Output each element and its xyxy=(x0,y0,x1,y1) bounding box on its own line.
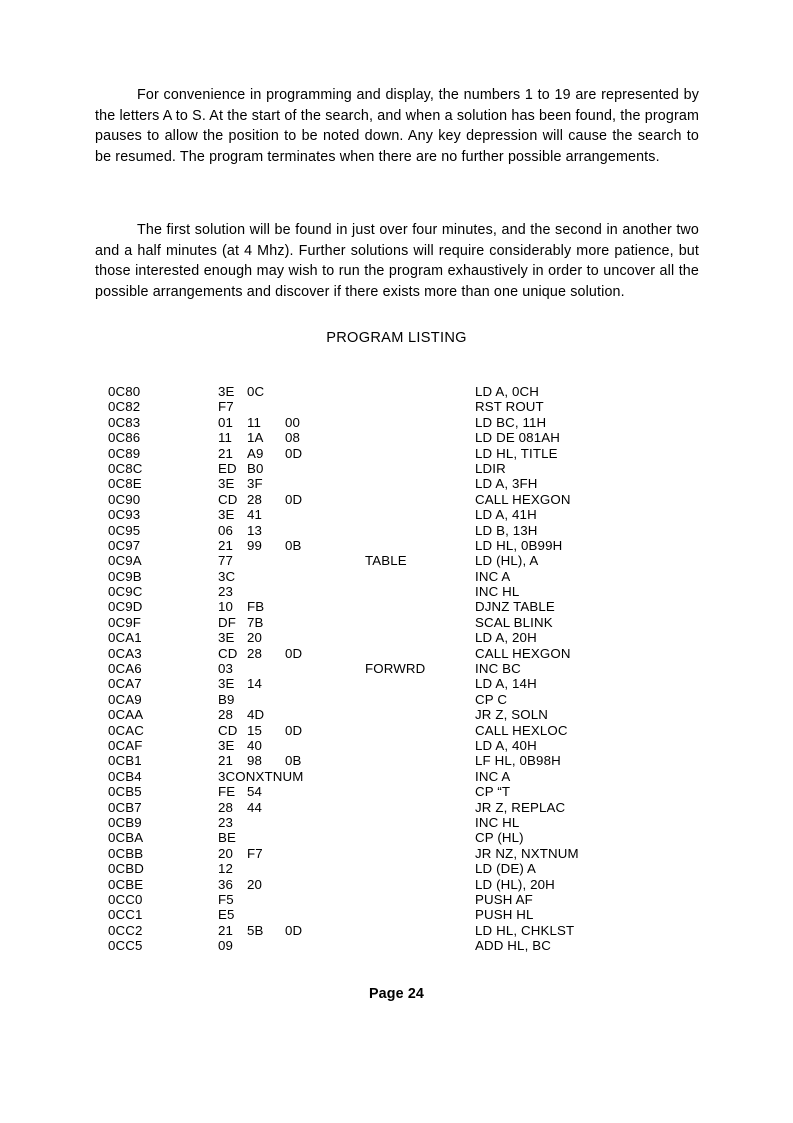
listing-opcode-byte: FB xyxy=(247,599,265,615)
listing-mnemonic: LD HL, 0B99H xyxy=(475,537,563,553)
listing-mnemonic: JR Z, SOLN xyxy=(475,707,548,723)
listing-opcode-byte: 0D xyxy=(285,445,303,461)
listing-address: 0CB1 xyxy=(108,753,142,769)
listing-address: 0CAF xyxy=(108,737,143,753)
listing-opcode-byte: 0D xyxy=(285,722,303,738)
listing-row xyxy=(95,892,715,907)
listing-row xyxy=(95,830,715,845)
listing-opcode-byte: DF xyxy=(218,614,236,630)
listing-row xyxy=(95,938,715,953)
listing-opcode-byte: CD xyxy=(218,645,238,661)
listing-address: 0CA1 xyxy=(108,630,142,646)
listing-opcode-byte: 23 xyxy=(218,584,234,600)
listing-row xyxy=(95,523,715,538)
listing-row xyxy=(95,399,715,414)
listing-mnemonic: LD A, 41H xyxy=(475,507,537,523)
listing-mnemonic: LD (HL), A xyxy=(475,553,539,569)
listing-row xyxy=(95,492,715,507)
listing-address: 0CB9 xyxy=(108,814,142,830)
listing-mnemonic: JR NZ, NXTNUM xyxy=(475,845,579,861)
listing-opcode-byte: 7B xyxy=(247,614,264,630)
listing-opcode-byte: 41 xyxy=(247,507,263,523)
listing-opcode-byte: 23 xyxy=(218,814,234,830)
listing-address: 0CC0 xyxy=(108,891,143,907)
listing-row xyxy=(95,923,715,938)
listing-opcode-byte: 28 xyxy=(247,491,263,507)
listing-row xyxy=(95,415,715,430)
listing-address: 0CC5 xyxy=(108,938,143,954)
listing-opcode-byte: 08 xyxy=(285,430,301,446)
listing-address: 0CB4 xyxy=(108,768,142,784)
listing-address: 0CB7 xyxy=(108,799,142,815)
listing-opcode-byte: F7 xyxy=(218,399,234,415)
listing-opcode-byte: 0B xyxy=(285,537,302,553)
listing-mnemonic: LD (HL), 20H xyxy=(475,876,555,892)
listing-opcode-byte: CD xyxy=(218,722,238,738)
listing-mnemonic: LD (DE) A xyxy=(475,861,537,877)
listing-row xyxy=(95,584,715,599)
listing-address: 0C9C xyxy=(108,584,143,600)
listing-row xyxy=(95,661,715,676)
listing-row xyxy=(95,615,715,630)
listing-mnemonic: PUSH AF xyxy=(475,891,533,907)
listing-address: 0CB5 xyxy=(108,784,142,800)
listing-opcode-byte: FE xyxy=(218,784,236,800)
listing-opcode-byte: 21 xyxy=(218,753,234,769)
listing-opcode-byte: 21 xyxy=(218,537,234,553)
listing-address: 0CC2 xyxy=(108,922,143,938)
listing-opcode-byte: 3E xyxy=(218,384,235,399)
paragraph-conventions xyxy=(95,85,699,167)
listing-address: 0C9D xyxy=(108,599,143,615)
listing-address: 0C9A xyxy=(108,553,142,569)
listing-address: 0C82 xyxy=(108,399,141,415)
listing-opcode-byte: 11 xyxy=(218,430,233,446)
listing-row xyxy=(95,815,715,830)
listing-opcode-byte: 20 xyxy=(247,630,263,646)
listing-address: 0C83 xyxy=(108,414,141,430)
listing-opcode-byte: 15 xyxy=(247,722,263,738)
listing-mnemonic: ADD HL, BC xyxy=(475,938,551,954)
listing-address: 0C97 xyxy=(108,537,141,553)
listing-mnemonic: INC A xyxy=(475,768,511,784)
listing-opcode-byte: 3E xyxy=(218,737,235,753)
listing-opcode-byte: 40 xyxy=(247,737,263,753)
listing-opcode-byte: 28 xyxy=(247,645,263,661)
paragraph-timing xyxy=(95,220,699,302)
listing-address: 0C80 xyxy=(108,384,141,399)
listing-opcode-byte: 00 xyxy=(285,414,301,430)
listing-address: 0C9F xyxy=(108,614,142,630)
listing-row xyxy=(95,430,715,445)
paragraph-text: The first solution will be found in just over four minutes, and the second in another two and a half minutes (at 4 Mhz). Further solutions will require considerably more patience, but those interested enough may wish to run the program exhaustively in order to uncover all the possible arrangements and discover if there exists more than one unique solution. xyxy=(95,222,699,301)
listing-opcode-byte: 0D xyxy=(285,645,303,661)
listing-opcode-byte: F7 xyxy=(247,845,263,861)
listing-row xyxy=(95,907,715,922)
listing-mnemonic: DJNZ TABLE xyxy=(475,599,555,615)
listing-row xyxy=(95,569,715,584)
listing-mnemonic: CALL HEXGON xyxy=(475,491,571,507)
listing-opcode-byte: CD xyxy=(218,491,238,507)
listing-row xyxy=(95,800,715,815)
listing-mnemonic: INC HL xyxy=(475,814,520,830)
listing-row xyxy=(95,738,715,753)
listing-row xyxy=(95,676,715,691)
listing-row xyxy=(95,538,715,553)
listing-opcode-byte: 3E xyxy=(218,476,235,492)
listing-opcode-byte: 98 xyxy=(247,753,263,769)
listing-opcode-byte: 77 xyxy=(218,553,234,569)
listing-row xyxy=(95,461,715,476)
listing-opcode-byte: 14 xyxy=(247,676,263,692)
listing-opcode-byte: 12 xyxy=(218,861,234,877)
listing-opcode-byte: 11 xyxy=(247,414,262,430)
section-heading-program-listing: PROGRAM LISTING xyxy=(326,330,467,346)
listing-address: 0C8E xyxy=(108,476,142,492)
listing-opcode-byte: 1A xyxy=(247,430,264,446)
listing-address: 0CBB xyxy=(108,845,144,861)
listing-row xyxy=(95,692,715,707)
listing-mnemonic: LD BC, 11H xyxy=(475,414,547,430)
listing-label: TABLE xyxy=(365,553,407,569)
listing-mnemonic: CP C xyxy=(475,691,508,707)
listing-opcode-byte: B9 xyxy=(218,691,235,707)
listing-opcode-byte: 03 xyxy=(218,661,234,677)
listing-mnemonic: INC HL xyxy=(475,584,520,600)
listing-mnemonic: LD A, 3FH xyxy=(475,476,538,492)
listing-opcode-byte: B0 xyxy=(247,460,264,476)
listing-opcode-byte: 4D xyxy=(247,707,265,723)
listing-opcode-byte: E5 xyxy=(218,907,235,923)
listing-address: 0CC1 xyxy=(108,907,143,923)
listing-mnemonic: SCAL BLINK xyxy=(475,614,553,630)
listing-address: 0C9B xyxy=(108,568,142,584)
listing-opcode-byte: ED xyxy=(218,460,237,476)
listing-row xyxy=(95,599,715,614)
listing-opcode-byte: 21 xyxy=(218,445,234,461)
listing-opcode-byte: 20 xyxy=(247,876,263,892)
listing-mnemonic: LF HL, 0B98H xyxy=(475,753,561,769)
listing-opcode-byte: 09 xyxy=(218,938,234,954)
listing-address: 0CBA xyxy=(108,830,144,846)
listing-address: 0C90 xyxy=(108,491,141,507)
listing-mnemonic: LD HL, CHKLST xyxy=(475,922,575,938)
listing-row xyxy=(95,446,715,461)
listing-mnemonic: LD A, 14H xyxy=(475,676,537,692)
paragraph-text: For convenience in programming and display, the numbers 1 to 19 are represented by the letters A to S. At the start of the search, and when a solution has been found, the program pauses to allow the position to be noted down. Any key depression will cause the search to be resumed. The program terminates when there are no further possible arrangements. xyxy=(95,87,699,166)
listing-row xyxy=(95,877,715,892)
listing-row xyxy=(95,846,715,861)
listing-opcode-byte: 44 xyxy=(247,799,263,815)
listing-opcode-byte: 0D xyxy=(285,922,303,938)
listing-row xyxy=(95,630,715,645)
listing-opcode-byte: 28 xyxy=(218,707,234,723)
program-listing-table xyxy=(95,384,715,953)
listing-opcode-byte: 54 xyxy=(247,784,263,800)
listing-mnemonic: LD A, 40H xyxy=(475,737,537,753)
listing-opcode-byte: 0D xyxy=(285,491,303,507)
listing-mnemonic: LD B, 13H xyxy=(475,522,538,538)
listing-address: 0C89 xyxy=(108,445,141,461)
listing-address: 0C8C xyxy=(108,460,143,476)
listing-mnemonic: CALL HEXLOC xyxy=(475,722,568,738)
listing-row xyxy=(95,384,715,399)
listing-opcode-byte: 3E xyxy=(218,507,235,523)
page-footer: Page 24 xyxy=(368,986,425,1002)
listing-mnemonic: PUSH HL xyxy=(475,907,534,923)
listing-opcode-byte: 36 xyxy=(218,876,234,892)
listing-mnemonic: LDIR xyxy=(475,460,506,476)
listing-opcode-byte: 3C xyxy=(218,568,236,584)
listing-mnemonic: CP (HL) xyxy=(475,830,524,846)
listing-opcode-byte: 01 xyxy=(218,414,234,430)
listing-opcode-byte: F5 xyxy=(218,891,234,907)
listing-mnemonic: LD A, 0CH xyxy=(475,384,540,399)
listing-address: 0CBE xyxy=(108,876,144,892)
listing-opcode-byte: A9 xyxy=(247,445,264,461)
listing-opcode-byte: 3F xyxy=(247,476,263,492)
listing-opcode-byte: 20 xyxy=(218,845,234,861)
listing-mnemonic: RST ROUT xyxy=(475,399,544,415)
listing-opcode-byte: 13 xyxy=(247,522,263,538)
listing-address: 0C86 xyxy=(108,430,141,446)
listing-mnemonic: JR Z, REPLAC xyxy=(475,799,566,815)
listing-row xyxy=(95,861,715,876)
listing-address: 0CA9 xyxy=(108,691,142,707)
listing-opcode-byte: 3E xyxy=(218,676,235,692)
listing-opcode-byte: 28 xyxy=(218,799,234,815)
listing-row xyxy=(95,723,715,738)
listing-row xyxy=(95,707,715,722)
listing-opcode-byte: 0C xyxy=(247,384,265,399)
listing-opcode-byte: 99 xyxy=(247,537,263,553)
listing-row xyxy=(95,476,715,491)
listing-address: 0C95 xyxy=(108,522,141,538)
listing-row xyxy=(95,646,715,661)
listing-address: 0CA7 xyxy=(108,676,142,692)
listing-address: 0CAA xyxy=(108,707,144,723)
listing-address: 0CA3 xyxy=(108,645,142,661)
listing-opcode-byte: 10 xyxy=(218,599,234,615)
listing-opcode-byte: 06 xyxy=(218,522,234,538)
listing-address: 0C93 xyxy=(108,507,141,523)
listing-opcode-merged: 3CONXTNUM xyxy=(218,768,304,784)
listing-mnemonic: CALL HEXGON xyxy=(475,645,571,661)
listing-mnemonic: INC BC xyxy=(475,661,521,677)
listing-opcode-byte: 0B xyxy=(285,753,302,769)
listing-mnemonic: LD HL, TITLE xyxy=(475,445,558,461)
listing-opcode-byte: 21 xyxy=(218,922,234,938)
listing-row xyxy=(95,769,715,784)
listing-row xyxy=(95,753,715,768)
listing-label: FORWRD xyxy=(365,661,426,677)
listing-opcode-byte: BE xyxy=(218,830,237,846)
listing-row xyxy=(95,507,715,522)
listing-opcode-byte: 3E xyxy=(218,630,235,646)
listing-mnemonic: LD A, 20H xyxy=(475,630,537,646)
listing-mnemonic: LD DE 081AH xyxy=(475,430,560,446)
listing-address: 0CAC xyxy=(108,722,145,738)
listing-mnemonic: CP “T xyxy=(475,784,511,800)
listing-opcode-byte: 5B xyxy=(247,922,264,938)
listing-address: 0CBD xyxy=(108,861,145,877)
listing-row xyxy=(95,553,715,568)
listing-row xyxy=(95,784,715,799)
listing-mnemonic: INC A xyxy=(475,568,511,584)
listing-address: 0CA6 xyxy=(108,661,142,677)
